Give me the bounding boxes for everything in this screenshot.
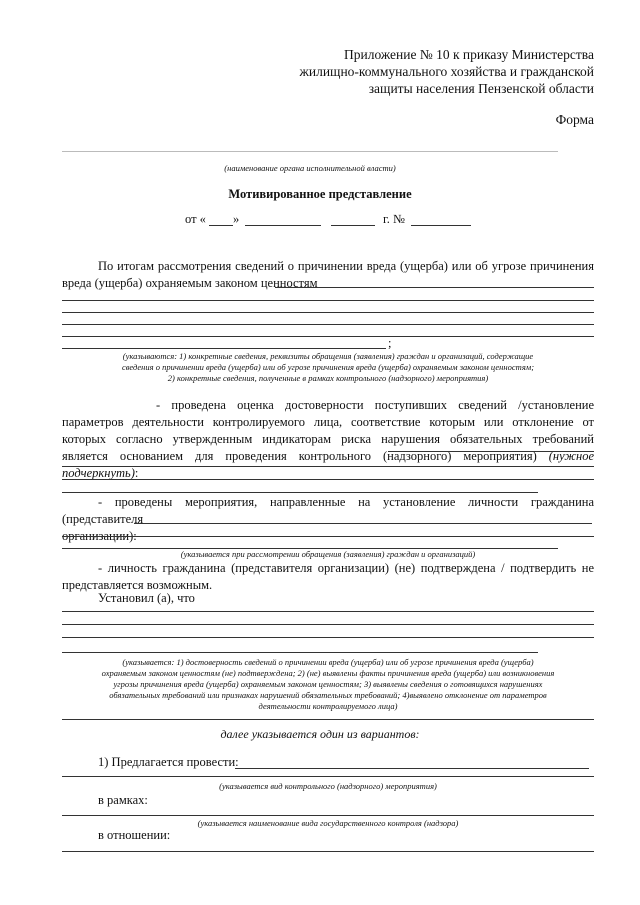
authority-caption: (наименование органа исполнительной власти) <box>224 163 396 173</box>
assessment-fill-line-2[interactable] <box>62 466 594 467</box>
identity-fill-line-2[interactable] <box>62 536 594 537</box>
authority-name-line <box>62 151 558 152</box>
caption-sources <box>62 351 594 384</box>
caption-identity: (указывается при рассмотрении обращения (заявления) граждан и организаций) <box>180 549 476 559</box>
section-separator <box>62 719 594 720</box>
proposal-fill-line-1[interactable] <box>235 768 589 769</box>
number-field[interactable] <box>411 225 471 226</box>
number-prefix: г. № <box>383 212 405 226</box>
assessment-paragraph <box>62 397 594 482</box>
intro-fill-line-4[interactable] <box>62 324 594 325</box>
established-label: Установил (а), что <box>98 591 195 605</box>
proposal-label: 1) Предлагается провести: <box>98 755 239 769</box>
established-fill-line-2[interactable] <box>62 624 594 625</box>
date-prefix: от « <box>185 212 206 226</box>
within-label: в рамках: <box>98 793 148 807</box>
established-fill-line-1[interactable] <box>62 611 594 612</box>
date-number-line <box>185 211 505 229</box>
assessment-colon: : <box>134 466 139 480</box>
identity-measures-line-2: организации): <box>62 529 137 543</box>
caption-findings-line-3: угрозы причинения вреда (ущерба) охраняемым законом ценностям; 3) выявлены сведения о готовящихся нарушениях <box>113 679 543 689</box>
identity-result: - личность гражданина (представителя организации) (не) подтверждена / подтвердить не представляется возможным. <box>62 561 594 592</box>
caption-sources-line-2: сведения о причинении вреда (ущерба) или об угрозе причинения вреда (ущерба) охраняемым законом ценностям; <box>121 362 535 372</box>
caption-findings-line-2: охраняемым законом ценностям (не) подтверждена; 2) (не) выявлены факты причинения вреда (ущерба) или возникновения <box>101 668 555 678</box>
caption-findings-line-4: обязательных требований или признаках нарушений обязательных требований; 4)выявлено отклонение от параметров <box>109 690 547 700</box>
regarding-label: в отношении: <box>98 828 171 842</box>
assessment-fill-line-4[interactable] <box>62 492 538 493</box>
document-title: Мотивированное представление <box>228 187 412 201</box>
caption-findings <box>62 657 594 712</box>
identity-measures <box>62 494 594 545</box>
intro-paragraph: По итогам рассмотрения сведений о причинении вреда (ущерба) или об угрозе причинения вреда (ущерба) охраняемым законом ценностям <box>62 259 594 290</box>
assessment-fill-line-1[interactable] <box>388 451 594 452</box>
caption-findings-line-1: (указывается: 1) достоверность сведений о причинении вреда (ущерба) или об угрозе причинения вреда (ущерба) <box>122 657 534 667</box>
assessment-fill-line-3[interactable] <box>62 479 594 480</box>
within-fill-line[interactable] <box>62 815 594 816</box>
intro-semicolon: ; <box>388 336 392 350</box>
month-field[interactable] <box>245 225 321 226</box>
header-line-1: Приложение № 10 к приказу Министерства <box>343 47 594 62</box>
regarding-fill-line[interactable] <box>62 851 594 852</box>
intro-fill-line-1[interactable] <box>275 287 594 288</box>
established-fill-line-3[interactable] <box>62 637 594 638</box>
form-label: Форма <box>555 112 594 127</box>
caption-sources-line-3: 2) конкретные сведения, полученные в рамках контрольного (надзорного) мероприятия) <box>167 373 489 383</box>
intro-fill-line-5[interactable] <box>62 336 594 337</box>
intro-fill-line-2[interactable] <box>62 300 594 301</box>
appendix-header <box>300 46 594 97</box>
day-field[interactable] <box>209 225 233 226</box>
caption-sources-line-1: (указываются: 1) конкретные сведения, реквизиты обращения (заявления) граждан и организаций, содержащие <box>122 351 534 361</box>
variants-note: далее указывается один из вариантов: <box>220 727 420 741</box>
within-caption: (указывается наименование вида государственного контроля (надзора) <box>197 818 459 828</box>
caption-findings-line-5: деятельности контролируемого лица) <box>258 701 398 711</box>
identity-fill-line-1[interactable] <box>134 523 592 524</box>
identity-measures-line-1: - проведены мероприятия, направленные на установление личности гражданина (представителя <box>62 495 594 526</box>
proposal-caption: (указывается вид контрольного (надзорного) мероприятия) <box>219 781 437 791</box>
proposal-fill-line-2[interactable] <box>62 776 594 777</box>
assessment-note: (нужное подчеркнуть) <box>62 449 594 480</box>
header-line-2: жилищно-коммунального хозяйства и гражданской <box>299 64 594 79</box>
intro-fill-line-3[interactable] <box>62 312 594 313</box>
intro-fill-line-6[interactable] <box>62 348 386 349</box>
established-fill-line-4[interactable] <box>62 652 538 653</box>
year-field[interactable] <box>331 225 375 226</box>
assessment-text: - проведена оценка достоверности поступивших сведений /установление параметров деятельности контролируемого лица, соответствие которым или отклонение от которых согласно утвержденным индикаторам риска нарушения обязательных требований является основанием для проведения контрольного (надзорного) мероприятия) <box>62 398 594 463</box>
header-line-3: защиты населения Пензенской области <box>368 81 594 96</box>
date-quote-close: » <box>233 212 240 226</box>
